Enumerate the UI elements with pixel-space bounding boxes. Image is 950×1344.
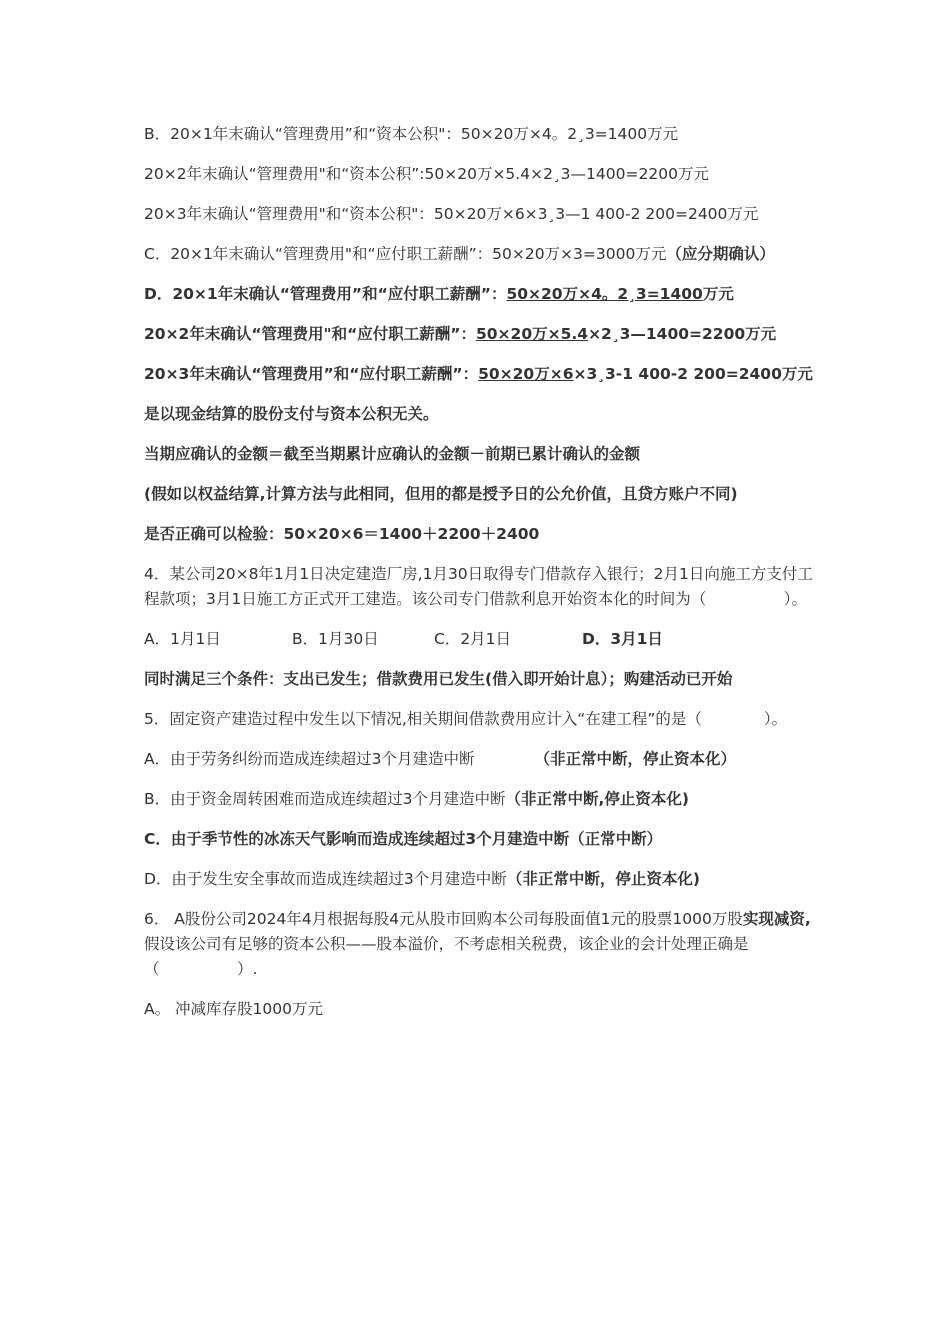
q5-option-b (144, 787, 814, 812)
answer-d-line3 (144, 362, 814, 387)
answer-b-line2: 20×2年末确认“管理费用"和“资本公积”:50×20万×5.4×2¸3—1400=2200万元 (144, 165, 709, 183)
q6-text-start: 6． A股份公司2024年4月根据每股4元从股市回购本公司每股面值1元的股票1000万股 (144, 910, 743, 928)
question-4: 4．某公司20×8年1月1日决定建造厂房,1月30日取得专门借款存入银行；2月1日向施工方支付工程款项；3月1日施工方正式开工建造。该公司专门借款利息开始资本化的时间为（ ）。 (144, 565, 813, 608)
answer-d-line1 (144, 282, 814, 307)
answer-d2-rest: ×2¸3—1400=2200万元 (588, 325, 777, 343)
answer-c-text: C．20×1年末确认“管理费用"和“应付职工薪酬”：50×20万×3=3000万元 (144, 245, 667, 263)
answer-d-line2 (144, 322, 814, 347)
note-check: 是否正确可以检验：50×20×6＝1400＋2200＋2400 (144, 525, 540, 543)
answer-b-line1: B．20×1年末确认“管理费用”和“资本公积"：50×20万×4。2¸3=1400万元 (144, 125, 679, 143)
answer-d-text: D．20×1年末确认“管理费用”和“应付职工薪酬”： (144, 285, 507, 303)
q6-emphasis: 实现减资, (742, 910, 811, 928)
q5-option-c: C．由于季节性的冰冻天气影响而造成连续超过3个月建造中断（正常中断） (144, 830, 663, 848)
answer-c-note: （应分期确认） (666, 245, 775, 263)
q4-option-b: B．1月30日 (292, 630, 379, 648)
answer-c-line (144, 242, 814, 267)
q4-option-a: A．1月1日 (144, 630, 221, 648)
answer-d2-formula: 50×20万×5.4 (475, 325, 589, 343)
q4-option-d: D．3月1日 (582, 630, 663, 648)
answer-d-unit: 万元 (702, 285, 734, 303)
question-6 (144, 907, 814, 982)
q4-explanation: 同时满足三个条件：支出已发生；借款费用已发生(借入即开始计息）；购建活动已开始 (144, 670, 733, 688)
q4-option-c: C．2月1日 (434, 630, 512, 648)
q5-option-d (144, 867, 814, 892)
document-page (144, 122, 814, 1037)
question-4-options (144, 627, 814, 652)
q5-option-a-note: （非正常中断，停止资本化） (534, 750, 736, 768)
note-formula: 当期应确认的金额＝截至当期累计应确认的金额－前期已累计确认的金额 (144, 445, 641, 463)
answer-d3-rest: ×3¸3-1 400-2 200=2400万元 (573, 365, 813, 383)
answer-b-line3: 20×3年末确认“管理费用"和“资本公积"：50×20万×6×3¸3—1 400-2 200=2400万元 (144, 205, 759, 223)
question-5: 5．固定资产建造过程中发生以下情况,相关期间借款费用应计入“在建工程”的是（ ）。 (144, 710, 788, 728)
q5-option-d-text: D．由于发生安全事故而造成连续超过3个月建造中断 (144, 870, 507, 888)
q5-option-a (144, 747, 814, 772)
note-equity-settled: (假如以权益结算,计算方法与此相同，但用的都是授予日的公允价值，且贷方账户不同) (144, 485, 738, 503)
q5-option-a-text: A．由于劳务纠纷而造成连续超过3个月建造中断 (144, 750, 475, 768)
answer-d2-text: 20×2年末确认“管理费用"和“应付职工薪酬”： (144, 325, 476, 343)
answer-d3-formula: 50×20万×6 (478, 365, 574, 383)
q6-option-a: A。 冲减库存股1000万元 (144, 1000, 323, 1018)
q5-option-b-note: （非正常中断,停止资本化) (505, 790, 689, 808)
answer-d3-text: 20×3年末确认“管理费用”和“应付职工薪酬”： (144, 365, 479, 383)
note-cash-settled: 是以现金结算的股份支付与资本公积无关。 (144, 405, 439, 423)
q5-option-d-note: （非正常中断，停止资本化) (506, 870, 700, 888)
q6-text-end: 假设该公司有足够的资本公积——股本溢价，不考虑相关税费，该企业的会计处理正确是（ ）. (144, 935, 749, 978)
answer-d-formula: 50×20万×4。2¸3=1400 (506, 285, 703, 303)
q5-option-b-text: B．由于资金周转困难而造成连续超过3个月建造中断 (144, 790, 506, 808)
